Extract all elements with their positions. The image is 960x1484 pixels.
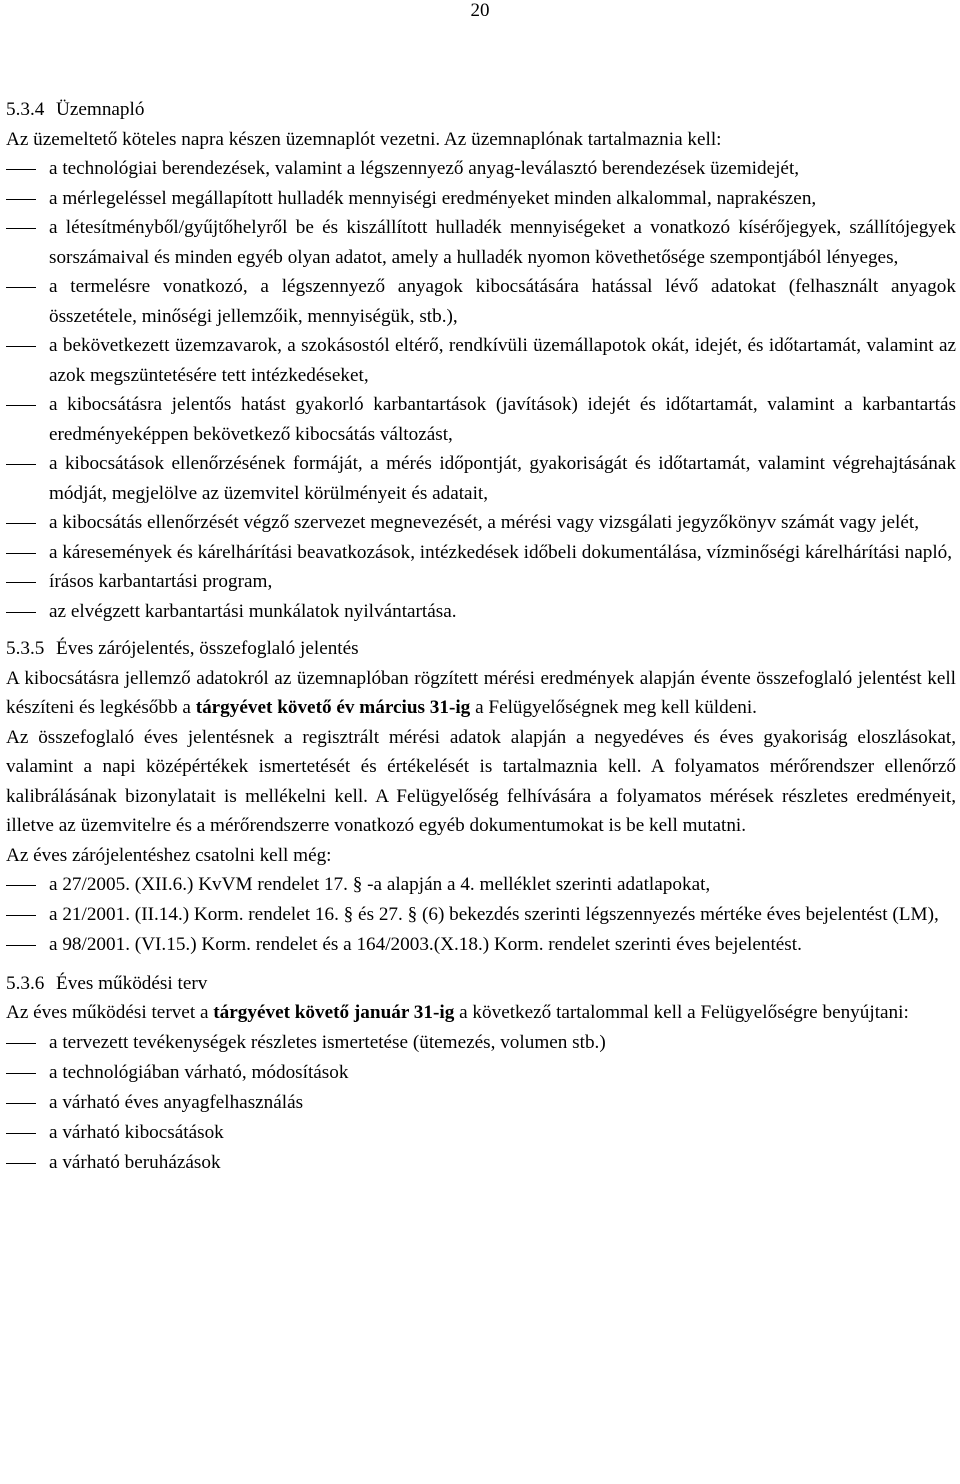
list-item: a mérlegeléssel megállapított hulladék mennyiségi eredményeket minden alkalommal, naprakészen, xyxy=(6,184,956,214)
list-item: a létesítményből/gyűjtőhelyről be és kiszállított hulladék mennyiségeket a vonatkozó kísérőjegyek, szállítójegyek sorszámaival és minden egyéb olyan adatot, amely a hulladék nyomon követhetősége szempontjából lényeges, xyxy=(6,213,956,272)
page-number: 20 xyxy=(470,0,490,21)
list-item: a kibocsátásra jelentős hatást gyakorló karbantartások (javítások) idejét és időtartamát, valamint a karbantartás eredményeképpen bekövetkező kibocsátás változást, xyxy=(6,390,956,449)
text-run: A kibocsátásra jellemző adatokról az üzemnaplóban rögzített mérési eredmények alapján évente összefoglaló jelentést kell készíteni és legkésőbb a xyxy=(6,667,956,718)
text-run: a Felügyelőségnek meg kell küldeni. xyxy=(470,697,757,718)
deadline-bold: tárgyévet követő január 31-ig xyxy=(213,1002,455,1024)
paragraph-attachments: Az éves zárójelentéshez csatolni kell még: xyxy=(6,844,332,866)
section-heading-536 xyxy=(6,969,956,999)
section-heading-534 xyxy=(6,95,956,125)
list-item: a 27/2005. (XII.6.) KvVM rendelet 17. § -a alapján a 4. melléklet szerinti adatlapokat, xyxy=(6,870,956,900)
list-item: a kibocsátások ellenőrzésének formáját, a mérés időpontját, gyakoriságát és időtartamát, valamint végrehajtásának módját, megjelölve az üzemvitel körülményeit és adatait, xyxy=(6,449,956,508)
section-number: 5.3.6 xyxy=(6,972,45,994)
list-item: a technológiai berendezések, valamint a légszennyező anyag-leválasztó berendezések üzemidejét, xyxy=(6,154,956,184)
list-item: a technológiában várható, módosítások xyxy=(6,1058,956,1088)
list-item: a várható beruházások xyxy=(6,1148,956,1178)
page-content xyxy=(6,95,956,1179)
section-number: 5.3.5 xyxy=(6,638,45,659)
list-item: a káresemények és kárelhárítási beavatkozások, intézkedések időbeli dokumentálása, vízminőségi kárelhárítási napló, xyxy=(6,538,956,568)
deadline-bold: tárgyévet követő év március 31-ig xyxy=(195,697,471,718)
text-run: Az éves működési tervet a xyxy=(6,1002,214,1024)
section-title: Éves működési terv xyxy=(56,972,208,994)
paragraph-intro: Az üzemeltető köteles napra készen üzemnaplót vezetni. Az üzemnaplónak tartalmaznia kell: xyxy=(6,128,722,150)
list-item: a várható kibocsátások xyxy=(6,1118,956,1148)
section-title: Éves zárójelentés, összefoglaló jelentés xyxy=(56,638,359,659)
paragraph-operating-plan xyxy=(6,998,956,1028)
list-item: a tervezett tevékenységek részletes ismertetése (ütemezés, volumen stb.) xyxy=(6,1028,956,1058)
dash-list-535 xyxy=(6,870,956,961)
list-item: a várható éves anyagfelhasználás xyxy=(6,1088,956,1118)
paragraph-summary: Az összefoglaló éves jelentésnek a regisztrált mérési adatok alapján a negyedéves és éves gyakoriság eloszlásokat, valamint a napi középértékek ismertetését és értékelését is tartalmaznia kell. A folyamatos mérőrendszer ellenőrző kalibrálásának bizonylatait is mellékelni kell. A Felügyelőség felhívására a folyamatos mérések részletes eredményeit, illetve az üzemvitelre és a mérőrendszerre vonatkozó egyéb dokumentumokat is be kell mutatni. xyxy=(6,726,956,836)
list-item: a bekövetkezett üzemzavarok, a szokásostól eltérő, rendkívüli üzemállapotok okát, idejét, és időtartamát, valamint az azok megszüntetésére tett intézkedéseket, xyxy=(6,331,956,390)
list-item: írásos karbantartási program, xyxy=(6,567,956,597)
dash-list-534 xyxy=(6,154,956,626)
text-run: a következő tartalommal kell a Felügyelőségre benyújtani: xyxy=(454,1002,909,1024)
section-title: Üzemnapló xyxy=(56,99,145,120)
list-item: a kibocsátás ellenőrzését végző szervezet megnevezését, a mérési vagy vizsgálati jegyzőkönyv számát vagy jelét, xyxy=(6,508,956,538)
list-item: az elvégzett karbantartási munkálatok nyilvántartása. xyxy=(6,597,956,627)
list-item: a 21/2001. (II.14.) Korm. rendelet 16. § és 27. § (6) bekezdés szerinti légszennyezés mértéke éves bejelentést (LM), xyxy=(6,900,956,930)
paragraph-annual-report xyxy=(6,664,956,723)
section-heading-535 xyxy=(6,634,956,664)
section-number: 5.3.4 xyxy=(6,99,45,120)
dash-list-536 xyxy=(6,1028,956,1179)
list-item: a termelésre vonatkozó, a légszennyező anyagok kibocsátására hatással lévő adatokat (felhasznált anyagok összetétele, minőségi jellemzőik, mennyiségük, stb.), xyxy=(6,272,956,331)
list-item: a 98/2001. (VI.15.) Korm. rendelet és a 164/2003.(X.18.) Korm. rendelet szerinti éves bejelentést. xyxy=(6,930,956,960)
